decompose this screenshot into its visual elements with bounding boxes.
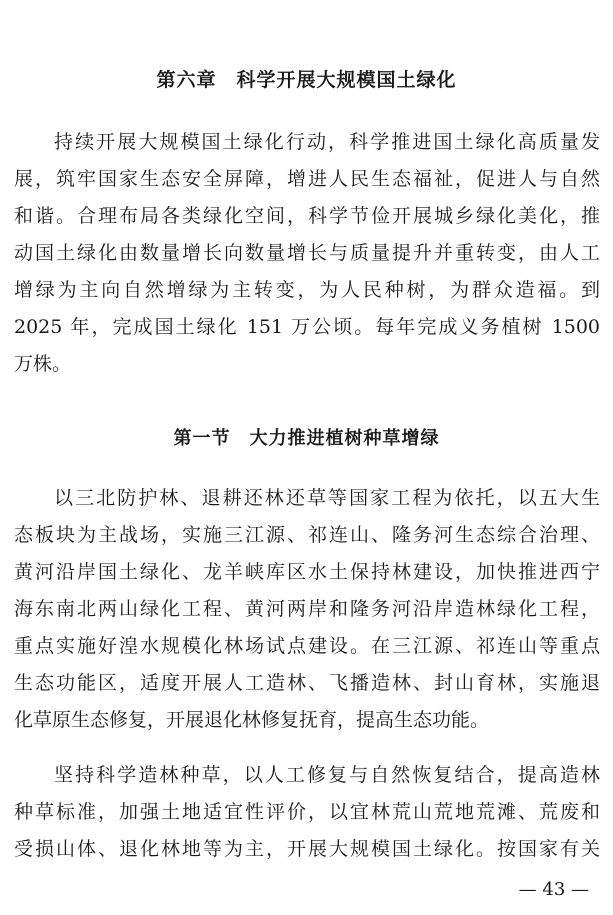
paragraph-line: 坚持科学造林种草，以人工修复与自然恢复结合，提高造林 xyxy=(54,764,600,786)
paragraph-line: 黄河沿岸国土绿化、龙羊峡库区水土保持林建设，加快推进西宁 xyxy=(14,561,600,583)
paragraph-line: 增绿为主向自然增绿为主转变，为人民种树，为群众造福。到 xyxy=(14,279,600,301)
section-title: 第一节 大力推进植树种草增绿 xyxy=(173,428,440,449)
paragraph-2 xyxy=(14,480,600,739)
paragraph-line: 受损山体、退化林地等为主，开展大规模国土绿化。按国家有关 xyxy=(14,838,600,860)
paragraph-line: 海东南北两山绿化工程、黄河两岸和隆务河沿岸造林绿化工程， xyxy=(14,598,600,620)
paragraph-line: 动国土绿化由数量增长向数量增长与质量提升并重转变，由人工 xyxy=(14,242,600,264)
paragraph-line: 态板块为主战场，实施三江源、祁连山、隆务河生态综合治理、 xyxy=(14,524,600,546)
paragraph-1 xyxy=(14,124,600,383)
paragraph-3 xyxy=(14,757,600,868)
paragraph-line: 生态功能区，适度开展人工造林、飞播造林、封山育林，实施退 xyxy=(14,672,600,694)
paragraph-line: 化草原生态修复，开展退化林修复抚育，提高生态功能。 xyxy=(14,709,490,731)
page-number: — 43 — xyxy=(518,879,589,900)
paragraph-line: 以三北防护林、退耕还林还草等国家工程为依托，以五大生 xyxy=(54,487,600,509)
paragraph-line: 万株。 xyxy=(14,353,72,375)
paragraph-line: 和谐。合理布局各类绿化空间，科学节俭开展城乡绿化美化，推 xyxy=(14,205,600,227)
paragraph-line: 2025 年，完成国土绿化 151 万公顷。每年完成义务植树 1500 xyxy=(14,316,600,338)
paragraph-line: 重点实施好湟水规模化林场试点建设。在三江源、祁连山等重点 xyxy=(14,635,600,657)
paragraph-line: 种草标准，加强土地适宜性评价，以宜林荒山荒地荒滩、荒废和 xyxy=(14,801,600,823)
chapter-title: 第六章 科学开展大规模国土绿化 xyxy=(156,69,457,91)
paragraph-line: 持续开展大规模国土绿化行动，科学推进国土绿化高质量发 xyxy=(54,131,600,153)
paragraph-line: 展，筑牢国家生态安全屏障，增进人民生态福祉，促进人与自然 xyxy=(14,168,600,190)
